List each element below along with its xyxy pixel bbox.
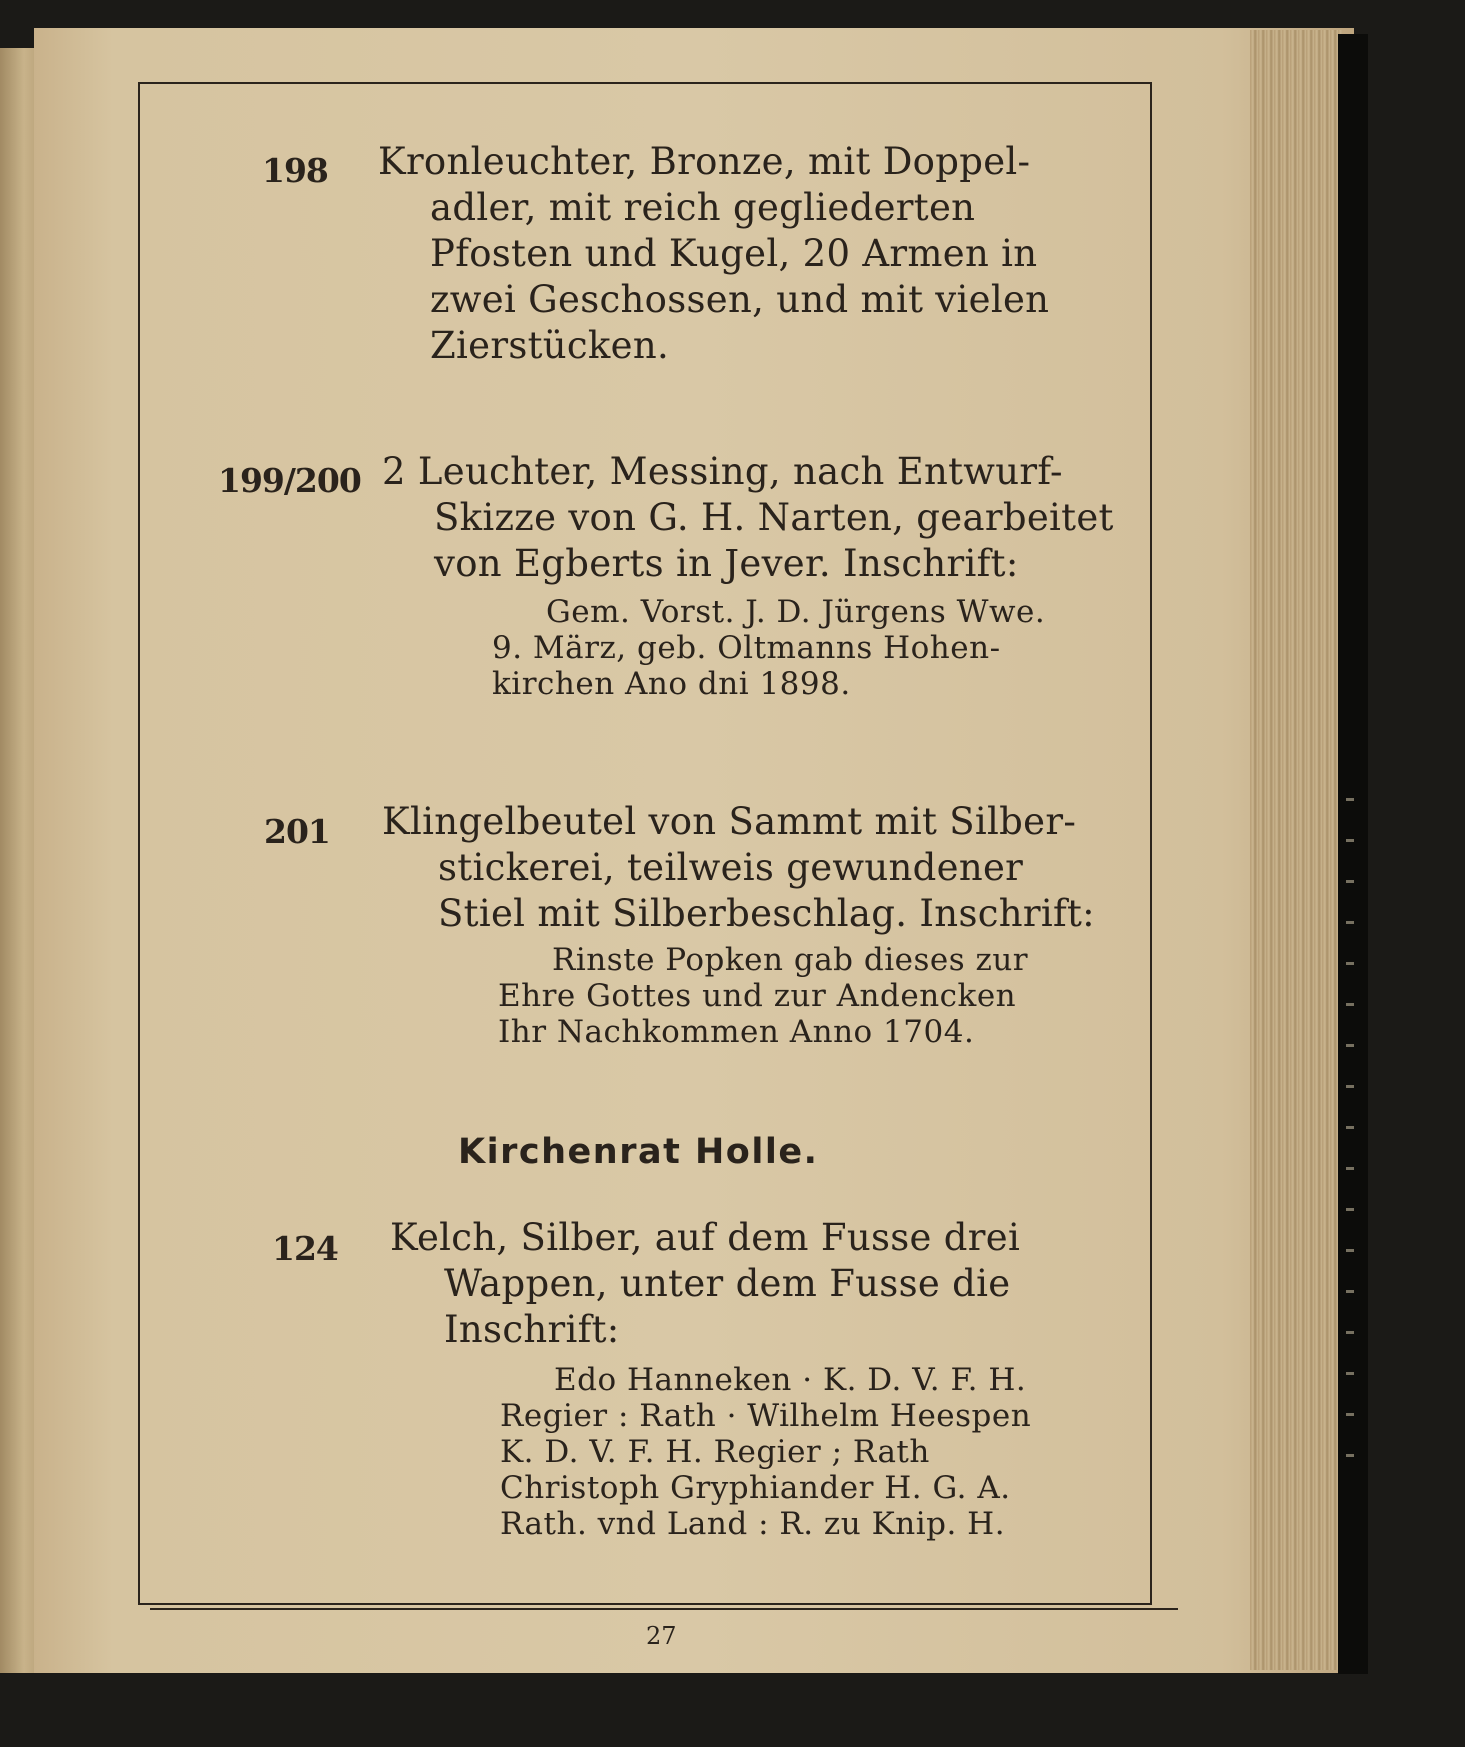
- entry-text-line: Wappen, unter dem Fusse die: [444, 1262, 1011, 1305]
- frame-bottom-rule: [150, 1608, 1178, 1610]
- entry-number: 199/200: [218, 461, 361, 500]
- entry-text-line: Klingelbeutel von Sammt mit Silber-: [382, 800, 1077, 843]
- entry-text-line: Pfosten und Kugel, 20 Armen in: [430, 232, 1038, 275]
- inscription-line: kirchen Ano dni 1898.: [492, 666, 851, 702]
- page-number: 27: [646, 1622, 677, 1650]
- entry-text-line: Kelch, Silber, auf dem Fusse drei: [390, 1216, 1021, 1259]
- inscription-line: Regier : Rath · Wilhelm Heespen: [500, 1398, 1032, 1434]
- entry-text-line: Skizze von G. H. Narten, gearbeitet: [434, 496, 1114, 539]
- inscription-line: Ehre Gottes und zur Andencken: [498, 978, 1017, 1014]
- entry-text-line: Inschrift:: [444, 1308, 620, 1351]
- inscription-line: Ihr Nachkommen Anno 1704.: [498, 1014, 975, 1050]
- inscription-line: 9. März, geb. Oltmanns Hohen-: [492, 630, 1001, 666]
- entry-number: 201: [264, 812, 330, 851]
- entry-text-line: zwei Geschossen, und mit vielen: [430, 278, 1050, 321]
- inscription-line: Christoph Gryphiander H. G. A.: [500, 1470, 1011, 1506]
- inscription-line: Edo Hanneken · K. D. V. F. H.: [554, 1362, 1027, 1398]
- section-heading: Kirchenrat Holle.: [458, 1132, 819, 1172]
- entry-text-line: stickerei, teilweis gewundener: [438, 846, 1024, 889]
- page-edges: [1250, 30, 1342, 1670]
- entry-text-line: Kronleuchter, Bronze, mit Doppel-: [378, 140, 1031, 183]
- entry-text-line: von Egberts in Jever. Inschrift:: [434, 542, 1019, 585]
- cover-wear: [1346, 760, 1354, 1480]
- entry-number: 198: [262, 151, 328, 190]
- inscription-line: Gem. Vorst. J. D. Jürgens Wwe.: [546, 594, 1046, 630]
- inscription-line: K. D. V. F. H. Regier ; Rath: [500, 1434, 930, 1470]
- entry-text-line: 2 Leuchter, Messing, nach Entwurf-: [382, 450, 1063, 493]
- inscription-line: Rath. vnd Land : R. zu Knip. H.: [500, 1506, 1006, 1542]
- entry-text-line: adler, mit reich gegliederten: [430, 186, 976, 229]
- inscription-line: Rinste Popken gab dieses zur: [552, 942, 1029, 978]
- entry-number: 124: [272, 1229, 338, 1268]
- entry-text-line: Zierstücken.: [430, 324, 670, 367]
- entry-text-line: Stiel mit Silberbeschlag. Inschrift:: [438, 892, 1095, 935]
